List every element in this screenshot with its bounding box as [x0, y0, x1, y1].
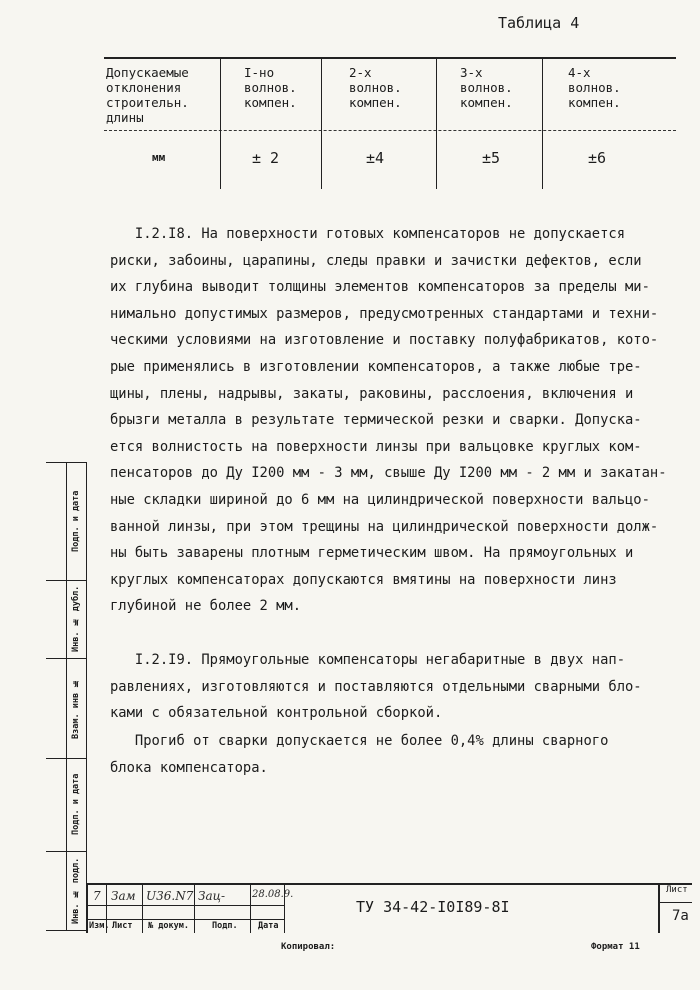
paragraph-1-2-18	[110, 221, 682, 620]
header-date: Дата	[258, 921, 279, 931]
table-header-1-wave: I-но волнов. компен.	[244, 65, 297, 110]
change-signature: Зац-	[198, 889, 226, 903]
title-block-row-divider	[86, 919, 284, 920]
text-line: Прогиб от сварки допускается не более 0,4% длины сварного	[110, 733, 609, 749]
text-line: блока компенсатора.	[110, 759, 268, 776]
text-line: ны быть заварены плотным герметическим швом. На прямоугольных и	[110, 545, 634, 562]
text-line: пенсаторов до Ду I200 мм - 3 мм, свыше Ду I200 мм - 2 мм и закатан-	[110, 465, 667, 482]
change-sheet: Зам	[111, 889, 136, 903]
text-line: I.2.I8. На поверхности готовых компенсаторов не допускается	[110, 226, 625, 242]
table-value-4-wave: ±6	[588, 149, 607, 167]
text-line: I.2.I9. Прямоугольные компенсаторы негабаритные в двух нап-	[110, 652, 625, 668]
strip-row-divider	[46, 930, 86, 931]
table-unit: мм	[152, 151, 166, 164]
table-header-3-wave: 3-х волнов. компен.	[460, 65, 513, 110]
table-header-4-wave: 4-х волнов. компен.	[568, 65, 621, 110]
paragraph-1-2-19	[110, 647, 682, 727]
text-line: риски, забоины, царапины, следы правки и зачистки дефектов, если	[110, 252, 642, 269]
header-list: Лист	[112, 921, 133, 931]
copied-by-label: Копировал:	[281, 942, 336, 952]
text-line: ванной линзы, при этом трещины на цилиндрической поверхности долж-	[110, 518, 659, 535]
sheet-number: 7а	[672, 908, 689, 924]
strip-right-border	[86, 462, 87, 930]
text-line: глубиной не более 2 мм.	[110, 598, 302, 615]
header-signature: Подп.	[212, 921, 238, 931]
tolerance-table	[104, 57, 676, 189]
table-header-deviation: Допускаемые отклонения строительн. длины	[106, 65, 189, 125]
strip-label-dup-inv: Инв. № дубл.	[71, 585, 81, 653]
table-col-divider	[436, 57, 437, 189]
strip-label-orig-inv: Инв. № подл.	[71, 857, 81, 924]
paragraph-deflection	[110, 728, 682, 781]
text-line: ческими условиями на изготовление и поставку полуфабрикатов, кото-	[110, 332, 659, 349]
title-block-col-divider	[142, 883, 143, 933]
text-line: брызги металла в результате термической резки и сварки. Допуска-	[110, 412, 642, 429]
table-col-divider	[542, 57, 543, 189]
table-col-divider	[220, 57, 221, 189]
change-doc-number: U36.N7	[146, 889, 194, 903]
sheet-box-border	[658, 883, 660, 933]
text-line: нимально допустимых размеров, предусмотренных стандартами и техни-	[110, 305, 659, 322]
title-block-col-divider	[194, 883, 195, 933]
table-value-1-wave: ± 2	[252, 149, 280, 167]
text-line: их глубина выводит толщины элементов компенсаторов за пределы ми-	[110, 279, 650, 296]
change-date: 28.08.9.	[252, 889, 294, 900]
header-izm: Изм.	[89, 921, 110, 931]
table-col-divider	[321, 57, 322, 189]
table-header-divider	[104, 130, 676, 131]
document-code: ТУ 34-42-I0I89-8I	[356, 898, 510, 916]
text-line: ками с обязательной контрольной сборкой.	[110, 705, 443, 722]
change-number: 7	[93, 889, 101, 903]
table-header-2-wave: 2-х волнов. компен.	[349, 65, 402, 110]
title-block-row-divider	[86, 905, 284, 906]
title-block-top-border	[86, 883, 692, 885]
header-doc-number: № докум.	[148, 921, 189, 931]
text-line: ется волнистость на поверхности линзы при вальцовке круглых ком-	[110, 438, 642, 455]
text-line: ные складки шириной до 6 мм на цилиндрической поверхности вальцо-	[110, 491, 650, 508]
text-line: рые применялись в изготовлении компенсаторов, а также любые тре-	[110, 358, 642, 375]
sheet-label: Лист	[666, 885, 688, 895]
table-value-3-wave: ±5	[482, 149, 501, 167]
table-caption: Таблица 4	[498, 14, 580, 32]
text-line: щины, плены, надрывы, закаты, раковины, расслоения, включения и	[110, 385, 634, 402]
strip-label-sign-date: Подп. и дата	[71, 490, 81, 552]
sheet-box-divider	[658, 902, 692, 903]
text-line: равлениях, изготовляются и поставляются отдельными сварными бло-	[110, 678, 642, 695]
title-block-left-border	[86, 883, 88, 933]
text-line: круглых компенсаторах допускаются вмятины на поверхности линз	[110, 571, 617, 588]
table-top-border	[104, 57, 676, 59]
format-label: Формат 11	[591, 942, 640, 952]
side-stamp-strip	[46, 462, 86, 930]
title-block	[86, 883, 692, 933]
title-block-col-divider	[250, 883, 251, 933]
strip-label-sign-date-2: Подп. и дата	[71, 773, 81, 836]
strip-label-replace-inv: Взам. инв №	[71, 677, 81, 739]
table-value-2-wave: ±4	[366, 149, 385, 167]
